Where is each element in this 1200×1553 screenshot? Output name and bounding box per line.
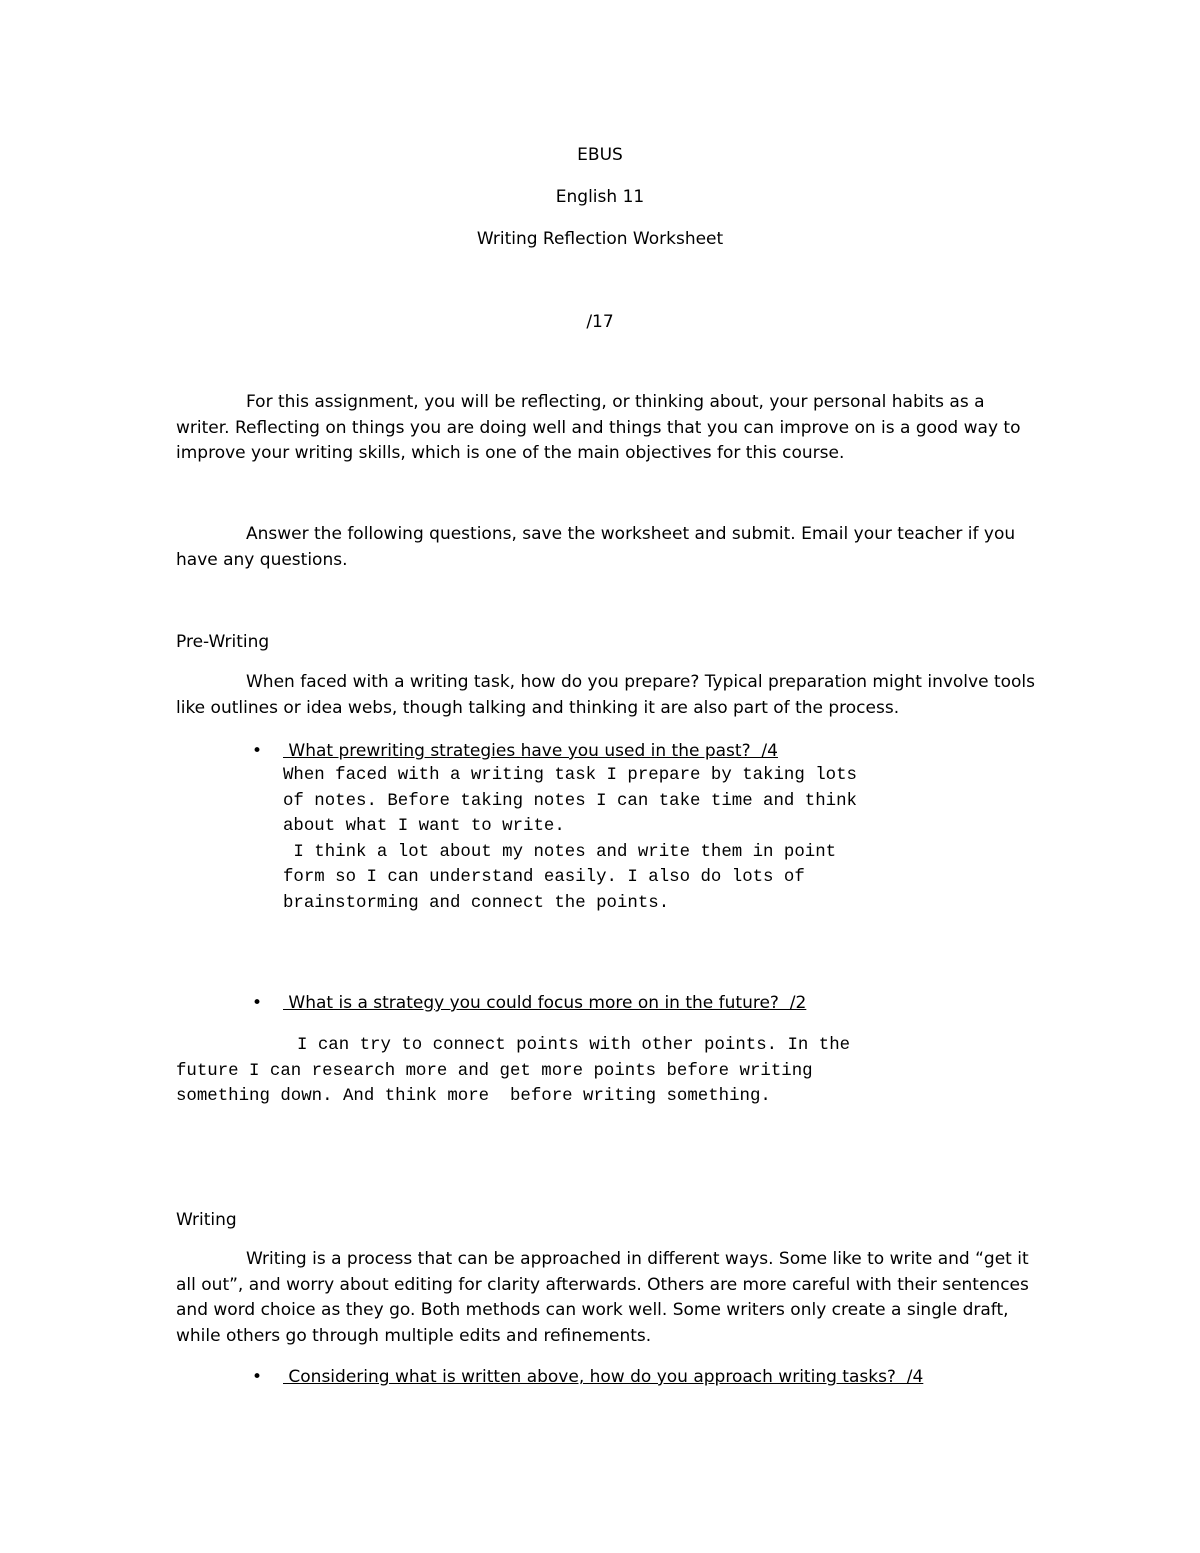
writing-paragraph: Writing is a process that can be approached in different ways. Some like to write and “get it all out”, and worry about editing for clarity afterwards. Others are more careful with their sentences and word choice as they go. Both methods can work well. Some writers only create a single draft, while others go through multiple edits and refinements. [176,1249,1029,1346]
answer-line: form so I can understand easily. I also do lots of [283,868,805,887]
answer-line: about what I want to write. [283,817,565,836]
answer-line: I can try to connect points with other points. In the [297,1036,851,1055]
bullet-icon: • [252,993,263,1013]
bullet-icon: • [252,741,263,761]
course-name: English 11 [555,187,645,207]
question-future-strategy: What is a strategy you could focus more on in the future? /2 [283,993,807,1013]
total-marks: /17 [586,312,614,332]
answer-line: something down. And think more before writing something. [176,1087,771,1106]
answer-line: of notes. Before taking notes I can take time and think [283,792,857,811]
bullet-icon: • [252,1367,263,1387]
answer-line: When faced with a writing task I prepare by taking lots [283,766,857,785]
writing-heading: Writing [176,1210,237,1230]
question-writing-approach: Considering what is written above, how do you approach writing tasks? /4 [283,1367,924,1387]
worksheet-title: Writing Reflection Worksheet [476,229,724,249]
answer-line: brainstorming and connect the points. [283,894,670,913]
instructions-paragraph: Answer the following questions, save the worksheet and submit. Email your teacher if you have any questions. [176,524,1016,570]
intro-paragraph: For this assignment, you will be reflecting, or thinking about, your personal habits as a writer. Reflecting on things you are doing well and things that you can improve on is a good way to improve your writing skills, which is one of the main objectives for this course. [176,392,1021,463]
prewriting-paragraph: When faced with a writing task, how do you prepare? Typical preparation might involve tools like outlines or idea webs, though talking and thinking it are also part of the process. [176,672,1035,718]
answer-line: I think a lot about my notes and write them in point [283,843,837,862]
question-prewriting-strategies: What prewriting strategies have you used in the past? /4 [283,741,778,761]
school-name: EBUS [577,145,623,165]
answer-line: future I can research more and get more points before writing [176,1062,813,1081]
prewriting-heading: Pre-Writing [176,632,270,652]
